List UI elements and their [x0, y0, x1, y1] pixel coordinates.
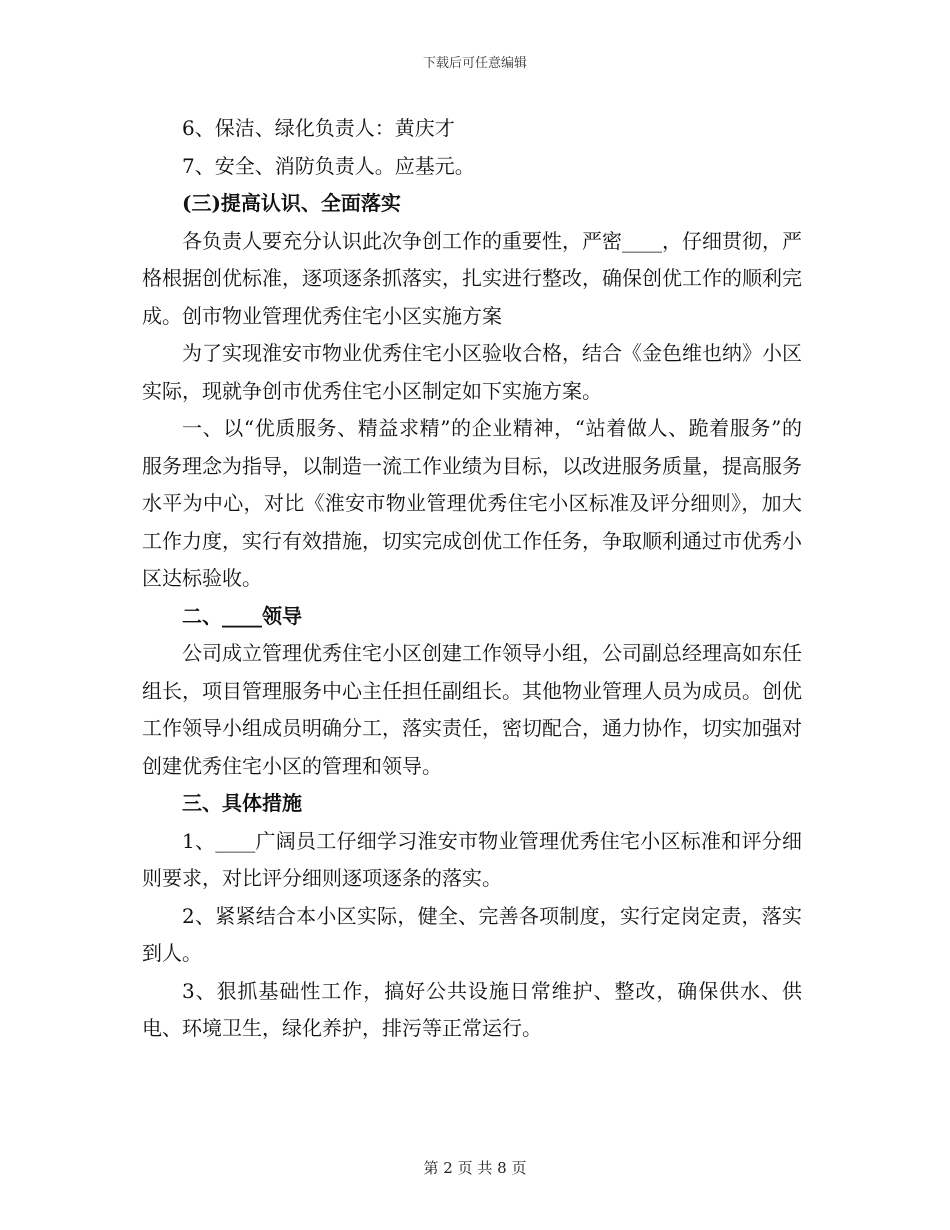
section-heading-2: 二、____领导 — [182, 603, 302, 628]
paragraph-5: 为了实现淮安市物业优秀住宅小区验收合格，结合《金色维也纳》小区实际，现就争创市优秀住宅小区制定如下实施方案。 — [142, 341, 802, 403]
paragraph-6: 一、以“优质服务、精益求精”的企业精神，“站着做人、跪着服务”的服务理念为指导，以制造一流工作业绩为目标，以改进服务质量，提高服务水平为中心，对比《淮安市物业管理优秀住宅小区标准及评分细则》，加大工作力度，实行有效措施，切实完成创优工作任务，争取顺利通过市优秀小区达标验收。 — [142, 416, 802, 590]
section-heading-measures: 三、具体措施 — [182, 791, 302, 815]
paragraph-11: 2、紧紧结合本小区实际，健全、完善各项制度，实行定岗定责，落实到人。 — [142, 903, 802, 965]
paragraph-10: 1、____广阔员工仔细学习淮安市物业管理优秀住宅小区标准和评分细则要求，对比评分细则逐项逐条的落实。 — [142, 828, 802, 890]
document-body — [142, 110, 802, 1048]
paragraph-2: 7、安全、消防负责人。应基元。 — [182, 153, 475, 178]
paragraph-8: 公司成立管理优秀住宅小区创建工作领导小组，公司副总经理高如东任组长，项目管理服务中心主任担任副组长。其他物业管理人员为成员。创优工作领导小组成员明确分工，落实责任，密切配合，通力协作，切实加强对创建优秀住宅小区的管理和领导。 — [142, 641, 802, 778]
page-number: 第 2 页 共 8 页 — [423, 1159, 527, 1177]
page-header: 下载后可任意编辑 — [422, 56, 527, 71]
section-heading-3: (三)提高认识、全面落实 — [182, 191, 401, 215]
paragraph-12: 3、狠抓基础性工作，搞好公共设施日常维护、整改，确保供水、供电、环境卫生，绿化养护，排污等正常运行。 — [142, 978, 802, 1040]
paragraph-4: 各负责人要充分认识此次争创工作的重要性，严密____，仔细贯彻，严格根据创优标准，逐项逐条抓落实，扎实进行整改，确保创优工作的顺利完成。创市物业管理优秀住宅小区实施方案 — [142, 228, 802, 328]
paragraph-1: 6、保洁、绿化负责人：黄庆才 — [182, 116, 455, 140]
